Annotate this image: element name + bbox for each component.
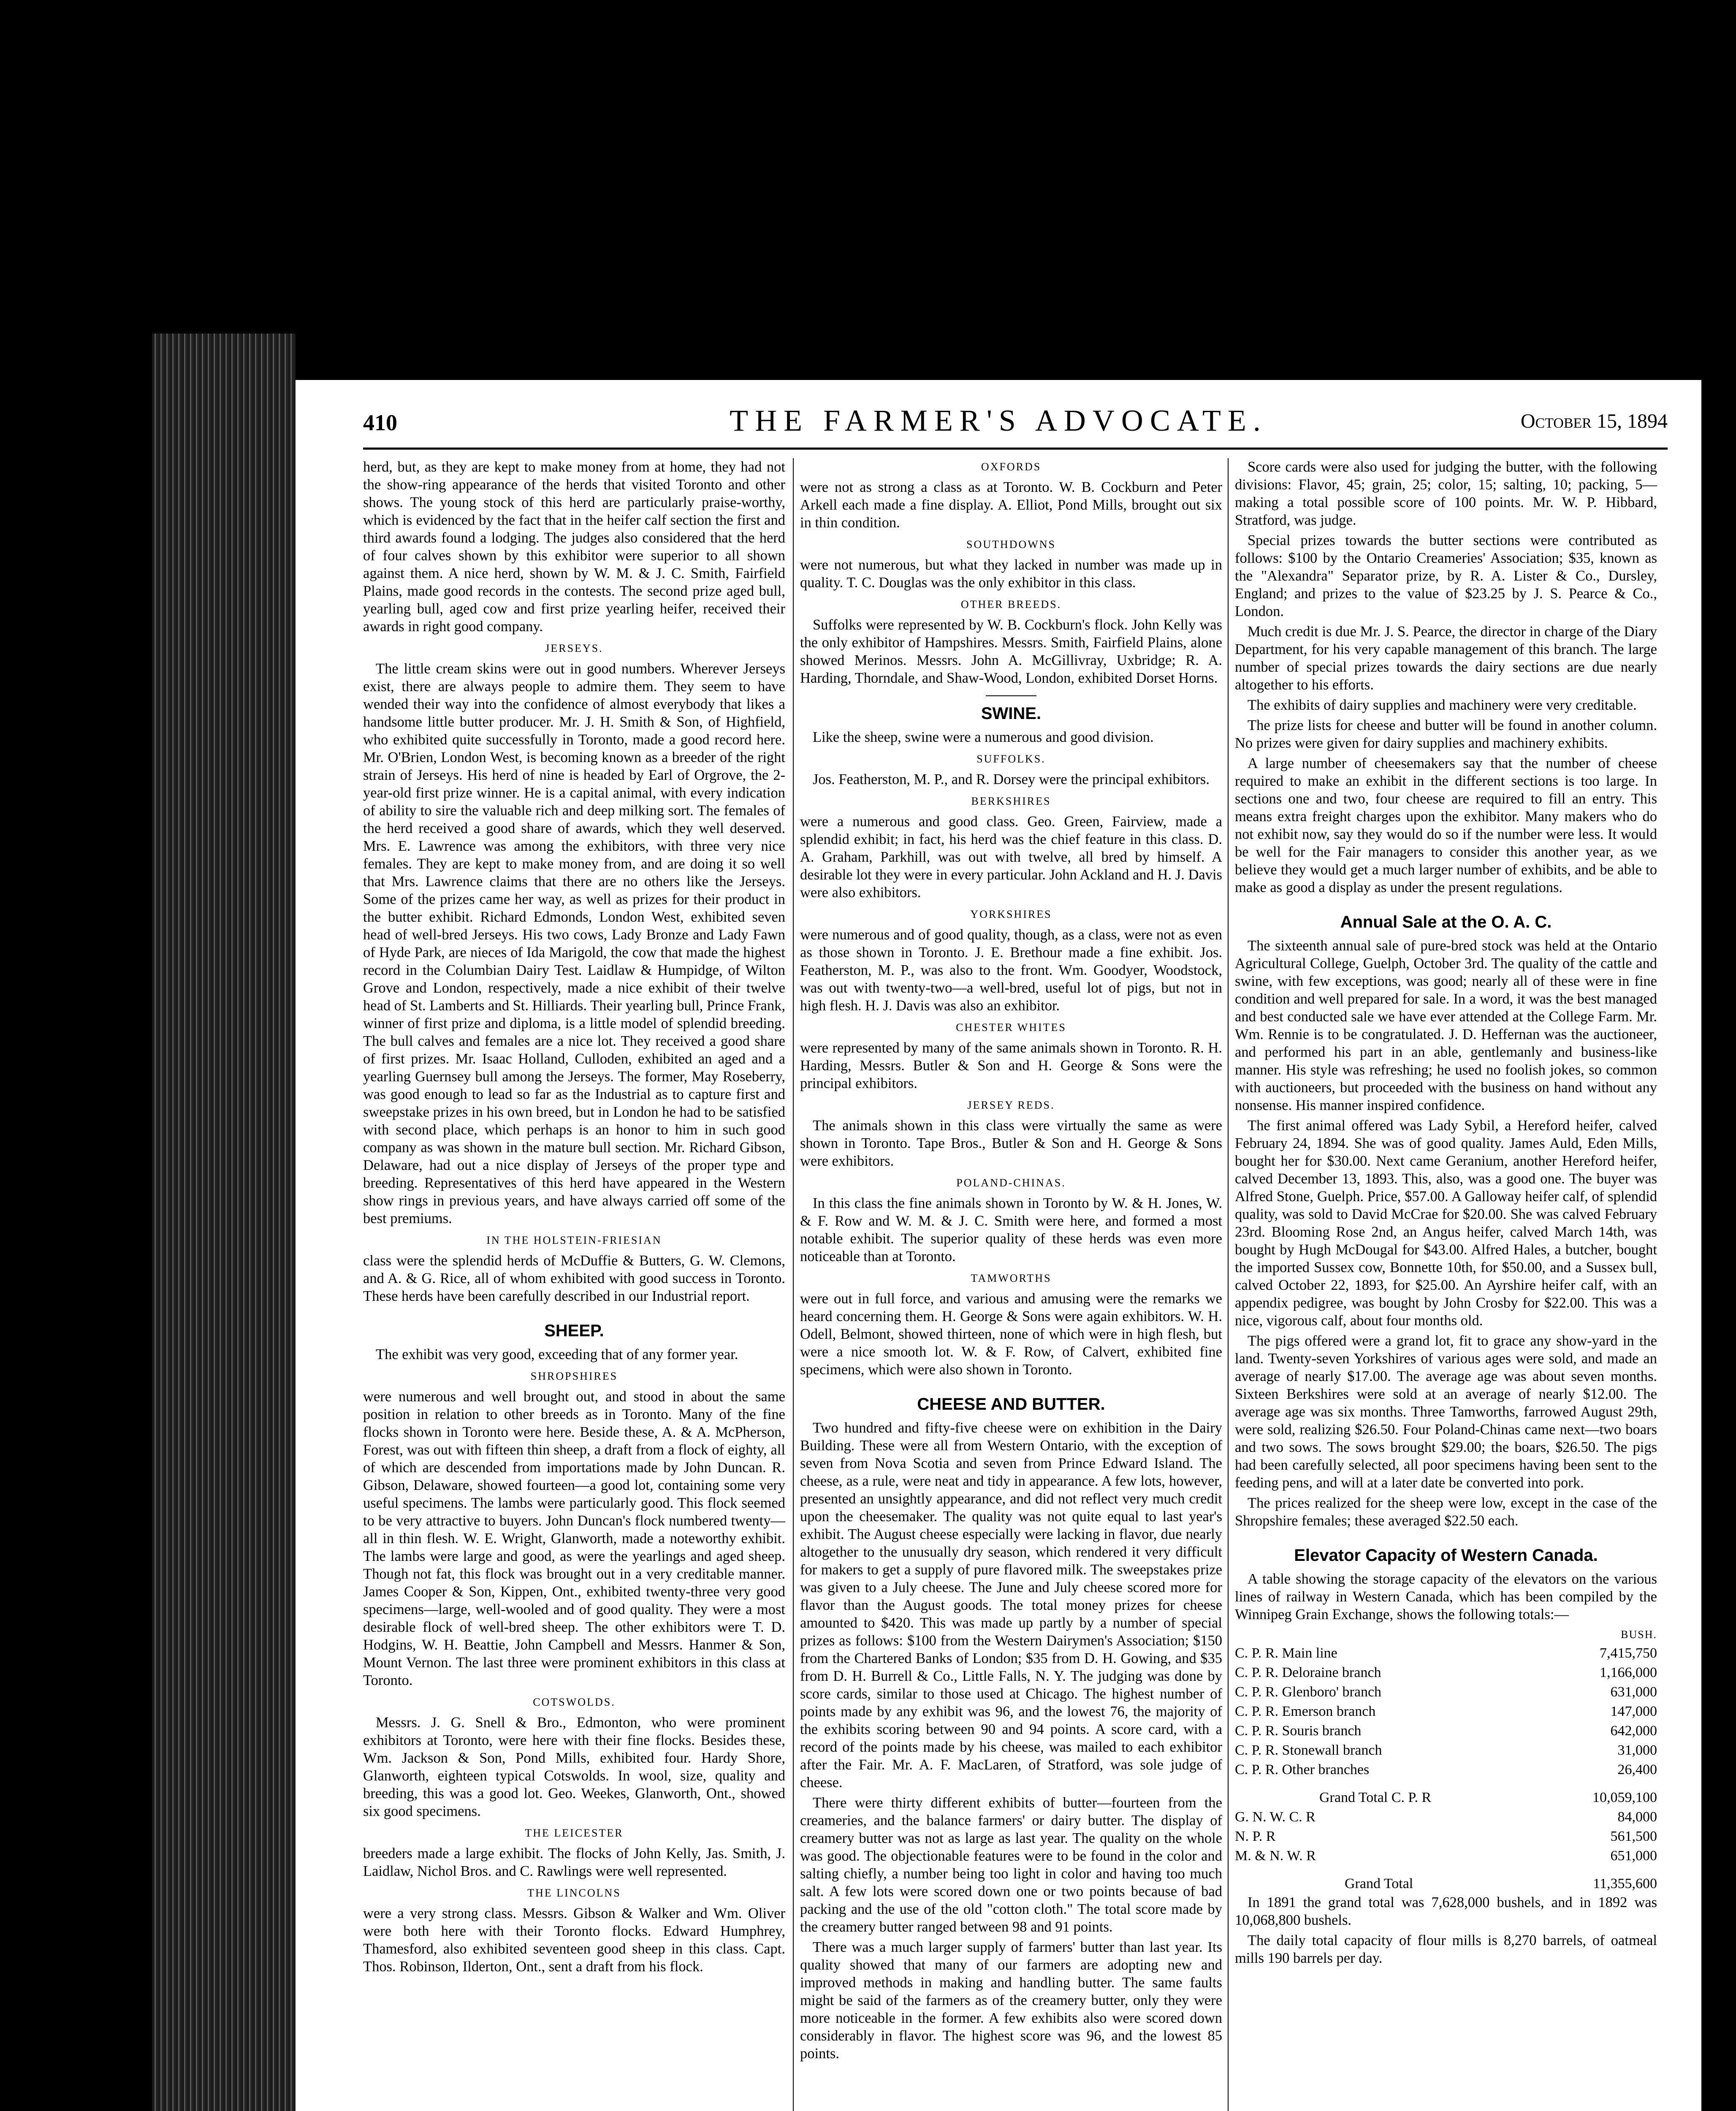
paragraph: The exhibit was very good, exceeding that of any former year. <box>376 1346 738 1362</box>
page-number: 410 <box>363 410 397 435</box>
column-divider <box>1228 458 1229 2111</box>
row-value: 147,000 <box>1610 1704 1657 1719</box>
row-label: C. P. R. Emerson branch <box>1235 1704 1376 1719</box>
column-2 <box>800 458 1222 2065</box>
subheading: YORKSHIRES <box>970 908 1052 920</box>
paragraph: Two hundred and fifty-five cheese were on exhibition in the Dairy Building. These were all from Western Ontario, with the exception of seven from Nova Scotia and seven from Prince Edward Island. The cheese, as a rule, were neat and tidy in appearance. A few lots, however, presented an unsightly appearance, and did not reflect very much credit upon the cheesemaker. The quality was not quite equal to last year's exhibit. The August cheese especially were lacking in flavor, due nearly altogether to the unusually dry season, which rendered it very difficult for makers to get a supply of pure flavored milk. The sweepstakes prize was given to a July cheese. The June and July cheese scored more for flavor than the August goods. The total money prizes for cheese amounted to $420. This was made up partly by a number of special prizes as follows: $100 from the Western Dairymen's Association; $150 from the Chartered Banks of London; $35 from D. H. Gowing, and $35 from D. H. Burrell & Co., Little Falls, N. Y. The judging was done by score cards, similar to those used at Chicago. The highest number of points made by any exhibit was 96, and the lowest 76, the majority of the exhibits scoring between 90 and 94 points. A score card, with a record of the points made by his cheese, was mailed to each exhibitor after the Fair. Mr. A. F. MacLaren, of Stratford, was sole judge of cheese. <box>800 1420 1222 1791</box>
paragraph: Like the sheep, swine were a numerous and good division. <box>813 729 1154 745</box>
row-label: G. N. W. C. R <box>1235 1809 1316 1825</box>
paragraph: A table showing the storage capacity of the elevators on the various lines of railway in Western Canada, which has been compiled by the Winnipeg Grain Exchange, shows the following totals:— <box>1235 1571 1657 1623</box>
page-header <box>296 380 1701 452</box>
row-label: C. P. R. Stonewall branch <box>1235 1742 1382 1758</box>
paragraph: The pigs offered were a grand lot, fit to grace any show-yard in the land. Twenty-seven Yorkshires of various ages were sold, and made an average of nearly $17.00. The average age was about seven months. Sixteen Berkshires were sold at an average of nearly $12.00. The average age was six months. Three Tamworths, farrowed August 29th, were sold, realizing $26.50. Four Poland-Chinas came next—two boars and two sows. The sows brought $29.00; the boars, $26.50. The pigs had been carefully selected, all poor specimens having been sent to the feeding pens, and will at a later date be converted into pork. <box>1235 1333 1657 1491</box>
column-3 <box>1235 458 1657 1970</box>
row-value: 26,400 <box>1617 1762 1657 1777</box>
subheading: JERSEY REDS. <box>967 1099 1055 1111</box>
paragraph: A large number of cheesemakers say that the number of cheese required to make an exhibit in the different sections is too large. In sections one and two, four cheese are required to fill an entry. This means extra freight charges upon the exhibitor. Many makers who do not exhibit now, say they would do so if the number were less. It would be well for the Fair managers to consider this another year, as we believe they would get a much larger number of exhibits, and be able to make as good a display as under the present regulations. <box>1235 755 1657 895</box>
table-row <box>1235 1721 1657 1741</box>
paragraph: class were the splendid herds of McDuffie & Butters, G. W. Clemons, and A. & G. Rice, all of whom exhibited with good success in Toronto. These herds have been carefully described in our Industrial report. <box>363 1253 785 1304</box>
subheading: SUFFOLKS. <box>976 753 1046 765</box>
unit-label: BUSH. <box>1621 1628 1657 1641</box>
paragraph: Much credit is due Mr. J. S. Pearce, the director in charge of the Diary Department, for his very capable management of this branch. The large number of special prizes towards the dairy sections are due nearly altogether to his efforts. <box>1235 624 1657 693</box>
row-value: 561,500 <box>1610 1829 1657 1844</box>
subheading: JERSEYS. <box>545 642 603 654</box>
subheading: THE LINCOLNS <box>527 1887 621 1899</box>
subheading: IN THE HOLSTEIN-FRIESIAN <box>486 1234 662 1246</box>
table-row <box>1235 1846 1657 1866</box>
subheading: CHESTER WHITES <box>956 1021 1066 1034</box>
paragraph: Jos. Featherston, M. P., and R. Dorsey were the principal exhibitors. <box>813 771 1210 787</box>
table-row <box>1235 1807 1657 1827</box>
paragraph: were a numerous and good class. Geo. Green, Fairview, made a splendid exhibit; in fact, his herd was the chief feature in this class. D. A. Graham, Parkhill, was out with twelve, all bred by himself. A desirable lot they were in every particular. John Ackland and H. J. Davis were also exhibitors. <box>800 814 1222 901</box>
row-label: C. P. R. Deloraine branch <box>1235 1665 1381 1680</box>
row-value: 31,000 <box>1617 1742 1657 1758</box>
row-value: 11,355,600 <box>1593 1876 1657 1891</box>
row-value: 651,000 <box>1610 1848 1657 1864</box>
row-label: C. P. R. Other branches <box>1235 1762 1370 1777</box>
table-row <box>1235 1827 1657 1846</box>
paragraph: The prize lists for cheese and butter will be found in another column. No prizes were given for dairy supplies and machinery exhibits. <box>1235 717 1657 751</box>
subheading: POLAND-CHINAS. <box>956 1177 1066 1189</box>
table-row-total <box>1235 1780 1657 1807</box>
paragraph: were out in full force, and various and amusing were the remarks we heard concerning them. H. George & Sons were again exhibitors. W. H. Odell, Belmont, showed thirteen, none of which were in high flesh, but were a nice smooth lot. W. & F. Row, of Calvert, exhibited fine specimens, which were also shown in Toronto. <box>800 1291 1222 1378</box>
paragraph: were a very strong class. Messrs. Gibson & Walker and Wm. Oliver were both here with their Toronto flocks. Edward Humphrey, Thamesford, also exhibited seventeen good sheep in this class. Capt. Thos. Robinson, Ilderton, Ont., sent a draft from his flock. <box>363 1905 785 1975</box>
subheading: OXFORDS <box>981 461 1042 473</box>
row-value: 1,166,000 <box>1600 1665 1657 1680</box>
table-row <box>1235 1741 1657 1760</box>
paragraph: were numerous and well brought out, and stood in about the same position in relation to other breeds as in Toronto. Many of the fine flocks shown in Toronto were here. Beside these, A. & A. McPherson, Forest, was out with fifteen thin sheep, a draft from a flock of eighty, all of which are descended from importations made by John Duncan. R. Gibson, Delaware, showed fourteen—a good lot, containing some very useful specimens. The lambs were particularly good. This flock seemed to be very attractive to buyers. John Duncan's flock numbered twenty—all in thin flesh. W. E. Wright, Glanworth, made a noteworthy exhibit. The lambs were large and good, as were the yearlings and aged sheep. Though not fat, this flock was brought out in a very creditable manner. James Cooper & Son, Kippen, Ont., exhibited twenty-three very good specimens—large, well-wooled and of good quality. They were a most desirable flock of well-bred sheep. The other exhibitors were T. D. Hodgins, W. H. Beattie, John Campbell and Messrs. Hanmer & Son, Mount Vernon. The last three were prominent exhibitors in this class at Toronto. <box>363 1389 785 1688</box>
paragraph: breeders made a large exhibit. The flocks of John Kelly, Jas. Smith, J. Laidlaw, Nichol Bros. and C. Rawlings were well represented. <box>363 1845 785 1879</box>
paragraph: herd, but, as they are kept to make money from at home, they had not the show-ring appearance of the herds that visited Toronto and other shows. The young stock of this herd are particularly praise-worthy, which is evidenced by the fact that in the heifer calf section the first and third awards found a lodging. The judges also considered that the herd of four calves shown by this exhibitor were superior to all shown against them. A nice herd, shown by W. M. & J. C. Smith, Fairfield Plains, made good records in the contests. The second prize aged bull, yearling bull, aged cow and first prize yearling heifer, received their awards in right good company. <box>363 459 785 635</box>
table-row <box>1235 1663 1657 1682</box>
paragraph: In this class the fine animals shown in Toronto by W. & H. Jones, W. & F. Row and W. M. & J. C. Smith were here, and formed a most notable exhibit. The superior quality of these herds was even more noticeable than at Toronto. <box>800 1195 1222 1264</box>
subheading: TAMWORTHS <box>971 1272 1052 1284</box>
divider <box>986 695 1036 696</box>
paragraph: were not as strong a class as at Toronto. W. B. Cockburn and Peter Arkell each made a fine display. A. Elliot, Pond Mills, brought out six in thin condition. <box>800 479 1222 531</box>
paragraph: Suffolks were represented by W. B. Cockburn's flock. John Kelly was the only exhibitor of Hampshires. Messrs. Smith, Fairfield Plains, alone showed Merinos. Messrs. John A. McGillivray, Uxbridge; R. A. Harding, Thorndale, and Shaw-Wood, London, exhibited Dorset Horns. <box>800 617 1222 686</box>
header-rule <box>363 448 1668 450</box>
subheading: BERKSHIRES <box>971 795 1051 807</box>
paragraph: There was a much larger supply of farmers' butter than last year. Its quality showed that many of our farmers are adopting new and improved methods in making and handling butter. The same faults might be said of the farmers as of the creamery butter, only they were more noticeable in the former. A few exhibits also were scored down considerably in flavor. The highest score was 96, and the lowest 85 points. <box>800 1939 1222 2062</box>
row-value: 7,415,750 <box>1600 1645 1657 1661</box>
page-edge-shadow <box>152 296 1701 384</box>
row-value: 10,059,100 <box>1592 1790 1657 1805</box>
table-row-grand-total <box>1235 1866 1657 1894</box>
paragraph: were numerous and of good quality, though, as a class, were not as even as those shown in Toronto. J. E. Brethour made a fine exhibit. Jos. Featherston, M. P., was also to the front. Wm. Goodyer, Woodstock, was out with twenty-two—a well-bred, useful lot of pigs, but not in high flesh. H. J. Davis was also an exhibitor. <box>800 927 1222 1014</box>
table-row <box>1235 1760 1657 1780</box>
subheading: SOUTHDOWNS <box>966 538 1056 551</box>
paragraph: were not numerous, but what they lacked in number was made up in quality. T. C. Douglas was the only exhibitor in this class. <box>800 557 1222 591</box>
paragraph: The prices realized for the sheep were low, except in the case of the Shropshire females; these averaged $22.50 each. <box>1235 1495 1657 1529</box>
row-label: Grand Total C. P. R <box>1319 1790 1432 1805</box>
row-value: 84,000 <box>1617 1809 1657 1825</box>
section-heading: CHEESE AND BUTTER. <box>917 1395 1105 1414</box>
paragraph: There were thirty different exhibits of butter—fourteen from the creameries, and the balance farmers' or dairy butter. The display of creamery butter was not as large as last year. The quality on the whole was good. The objectionable features were to be found in the color and salting chiefly, a number being too light in color and having too much salt. A few lots were scored down one or two points because of bad packing and the use of the old "cotton cloth." The total score made by the creamery butter ranged between 98 and 91 points. <box>800 1795 1222 1935</box>
row-value: 631,000 <box>1610 1684 1657 1700</box>
elevator-table <box>1235 1644 1657 1894</box>
subheading: SHROPSHIRES <box>530 1370 618 1382</box>
issue-date: October 15, 1894 <box>1520 410 1668 432</box>
masthead-title: THE FARMER'S ADVOCATE. <box>730 404 1267 437</box>
subheading: OTHER BREEDS. <box>960 598 1062 611</box>
paragraph: The daily total capacity of flour mills is 8,270 barrels, of oatmeal mills 190 barrels per day. <box>1235 1932 1657 1966</box>
paragraph: Special prizes towards the butter sections were contributed as follows: $100 by the Ontario Creameries' Association; $35, known as the "Alexandra" Separator prize, by R. A. Lister & Co., Dursley, England; and prizes to the value of $23.25 by J. S. Pearce & Co., London. <box>1235 532 1657 619</box>
row-label: C. P. R. Main line <box>1235 1645 1337 1661</box>
subheading: THE LEICESTER <box>525 1827 624 1839</box>
paragraph: Score cards were also used for judging the butter, with the following divisions: Flavor, 45; grain, 25; color, 15; salting, 10; packing, 5—making a total possible score of 100 points. Mr. W. P. Hibbard, Stratford, was judge. <box>1235 459 1657 528</box>
column-1 <box>363 458 785 1978</box>
row-label: C. P. R. Souris branch <box>1235 1723 1362 1739</box>
section-heading: SHEEP. <box>544 1321 604 1340</box>
section-heading: SWINE. <box>981 704 1042 723</box>
paragraph: were represented by many of the same animals shown in Toronto. R. H. Harding, Messrs. Butler & Son and H. George & Sons were the principal exhibitors. <box>800 1040 1222 1091</box>
paragraph: The sixteenth annual sale of pure-bred stock was held at the Ontario Agricultural College, Guelph, October 3rd. The quality of the cattle and swine, with few exceptions, was good; nearly all of these were in fine condition and well prepared for sale. In a word, it was the best managed and best conducted sale we have ever attended at the College Farm. Mr. Wm. Rennie is to be congratulated. J. D. Heffernan was the auctioneer, and performed his part in an able, gentlemanly and business-like manner. His style was refreshing; he used no foolish jokes, so common with auctioneers, but proceeded with the business on hand without any nonsense. His manner inspired confidence. <box>1235 938 1657 1113</box>
section-heading: Elevator Capacity of Western Canada. <box>1294 1546 1598 1565</box>
paragraph: Messrs. J. G. Snell & Bro., Edmonton, who were prominent exhibitors at Toronto, were here with their fine flocks. Besides these, Wm. Jackson & Son, Pond Mills, exhibited four. Hardy Shore, Glanworth, eighteen typical Cotswolds. In wool, size, quality and breeding, this was a good lot. Geo. Weekes, Glanworth, Ont., showed six good specimens. <box>363 1715 785 1819</box>
row-label: C. P. R. Glenboro' branch <box>1235 1684 1382 1700</box>
section-heading: Annual Sale at the O. A. C. <box>1340 913 1552 931</box>
paragraph: The exhibits of dairy supplies and machinery were very creditable. <box>1248 697 1637 713</box>
row-value: 642,000 <box>1610 1723 1657 1739</box>
paragraph: The animals shown in this class were virtually the same as were shown in Toronto. Tape Bros., Butler & Son and H. George & Sons were exhibitors. <box>800 1118 1222 1169</box>
row-label: N. P. R <box>1235 1829 1276 1844</box>
row-label: Grand Total <box>1345 1876 1413 1891</box>
paragraph: The first animal offered was Lady Sybil, a Hereford heifer, calved February 24, 1894. She was of good quality. James Auld, Eden Mills, bought her for $30.00. Next came Geranium, another Hereford heifer, calved December 13, 1893. This, also, was a good one. The buyer was Alfred Stone, Guelph. Price, $57.00. A Galloway heifer calf, of splendid quality, was sold to David McCrae for $20.00. She was calved February 23rd. Blooming Rose 2nd, an Angus heifer, calved March 14th, was bought by Hugh McDougal for $43.00. Alfred Hales, a butcher, bought the imported Sussex cow, Bonnette 10th, for $50.00, and a Sussex bull, calved October 22, 1893, for $25.00. An Ayrshire heifer calf, with an appendix pedigree, was bought by John Crosby for $22.00. This was a nice, vigorous calf, about four months old. <box>1235 1118 1657 1329</box>
table-row <box>1235 1702 1657 1721</box>
table-row <box>1235 1644 1657 1663</box>
subheading: COTSWOLDS. <box>533 1696 616 1708</box>
book-spine <box>152 334 296 2111</box>
column-divider <box>793 458 794 2111</box>
paragraph: The little cream skins were out in good numbers. Wherever Jerseys exist, there are always people to admire them. They seem to have wended their way into the confidence of almost everybody that likes a handsome little butter producer. Mr. J. H. Smith & Son, of Highfield, who exhibited quite successfully in Toronto, made a good record here. Mr. O'Brien, London West, is becoming known as a breeder of the right strain of Jerseys. His herd of nine is headed by Earl of Orgrove, the 2-year-old first prize winner. He is a capital animal, with every indication of ability to sire the valuable rich and deep milking sort. The females of the herd received a good share of awards, which they well deserved. Mrs. E. Lawrence was among the exhibitors, with three very nice females. They are kept to make money from, and are doing it so well that Mrs. Lawrence claims that there are no others like the Jerseys. Some of the prizes came her way, as well as prizes for their product in the butter exhibit. Richard Edmonds, London West, exhibited seven head of well-bred Jerseys. His two cows, Lady Bronze and Lady Fawn of Hyde Park, are nieces of Ida Marigold, the cow that made the highest record in the Columbian Dairy Test. Laidlaw & Humpidge, of Wilton Grove and London, respectively, made a nice exhibit of their twelve head of St. Lamberts and St. Hilliards. Their yearling bull, Prince Frank, winner of first prize and diploma, is a little model of splendid breeding. The bull calves and females are a nice lot. They received a good share of first prizes. Mr. Isaac Holland, Culloden, exhibited an aged and a yearling Guernsey bull among the Jerseys. The former, May Roseberry, was good enough to lead so far as the Industrial as to capture first and sweepstake prizes in his own breed, but in London he had to be satisfied with second place, which perhaps is an honor to him in such good company as was shown in the mature bull section. Mr. Richard Gibson, Delaware, had out a nice display of Jerseys of the proper type and breeding. Representatives of this herd have appeared in the Western show rings in previous years, and have always carried off some of the best premiums. <box>363 661 785 1226</box>
newspaper-page <box>296 380 1701 2111</box>
table-row <box>1235 1682 1657 1702</box>
row-label: M. & N. W. R <box>1235 1848 1316 1864</box>
paragraph: In 1891 the grand total was 7,628,000 bushels, and in 1892 was 10,068,800 bushels. <box>1235 1894 1657 1928</box>
